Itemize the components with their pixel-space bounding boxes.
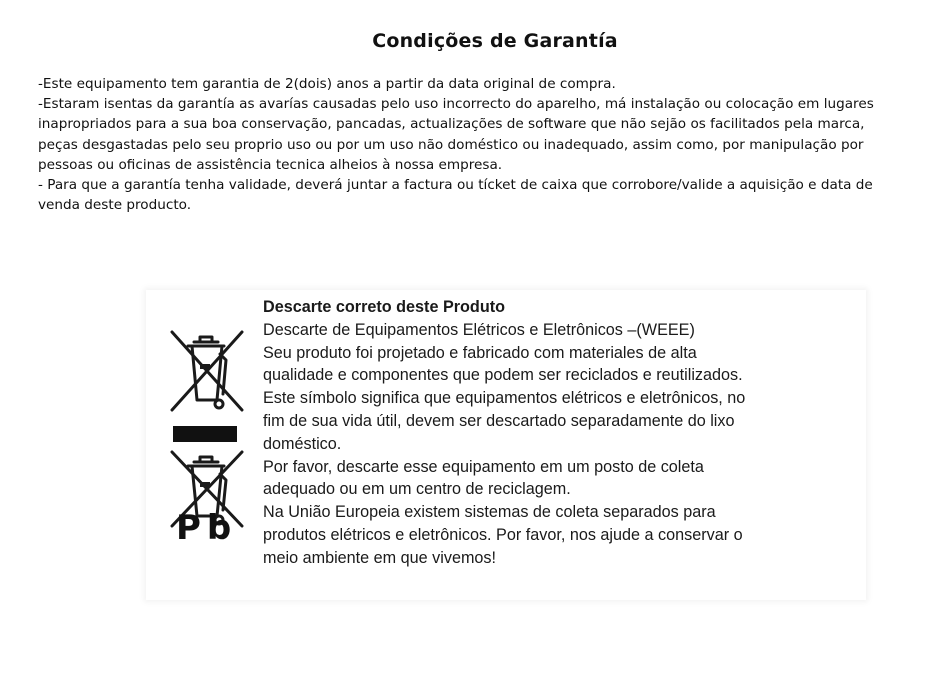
- disposal-line: fim de sua vida útil, devem ser descartado separadamente do lixo: [263, 411, 735, 430]
- warranty-line: -Este equipamento tem garantia de 2(dois) anos a partir da data original de compra.: [38, 76, 616, 92]
- lead-pb-label: Pb: [176, 508, 238, 548]
- warranty-line: inapropriados para a sua boa conservação, pancadas, actualizações de software que não sejão os facilitados pela marca,: [38, 116, 865, 133]
- disposal-line: qualidade e componentes que podem ser reciclados e reutilizados.: [263, 366, 743, 385]
- warranty-conditions: [38, 74, 923, 215]
- disposal-line: adequado ou em um centro de reciclagem.: [263, 480, 571, 499]
- disposal-line: Seu produto foi projetado e fabricado com materiales de alta: [263, 343, 697, 362]
- disposal-line: produtos elétricos e eletrônicos. Por favor, nos ajude a conservar o: [263, 525, 743, 544]
- warranty-line: pessoas ou oficinas de assistência tecnica alheios à nossa empresa.: [38, 156, 503, 173]
- disposal-notice: [146, 290, 866, 600]
- disposal-title: Descarte correto deste Produto: [263, 298, 505, 316]
- warranty-line: peças desgastadas pelo seu proprio uso ou por um uso não doméstico ou inadequado, assim como, por manipulação por: [38, 136, 864, 153]
- disposal-line: Este símbolo significa que equipamentos elétricos e eletrônicos, no: [263, 389, 746, 408]
- disposal-line: Na União Europeia existem sistemas de coleta separados para: [263, 503, 716, 522]
- weee-symbols: [166, 324, 246, 530]
- disposal-line: Por favor, descarte esse equipamento em um posto de coleta: [263, 457, 704, 476]
- disposal-text: [263, 296, 863, 570]
- disposal-line: Descarte de Equipamentos Elétricos e Eletrônicos –(WEEE): [263, 320, 695, 339]
- crossed-out-wheelie-bin-icon: [166, 324, 246, 416]
- disposal-line: meio ambiente em que vivemos!: [263, 548, 497, 567]
- warranty-line: -Estaram isentas da garantía as avarías causadas pelo uso incorrecto do aparelho, má instalação ou colocação em lugares: [38, 96, 874, 113]
- disposal-line: doméstico.: [263, 434, 342, 453]
- solid-bar-marker: [173, 426, 237, 442]
- warranty-line: - Para que a garantía tenha validade, deverá juntar a factura ou tícket de caixa que corrobore/valide a aquisição e data de: [38, 177, 873, 194]
- warranty-line: venda deste producto.: [38, 197, 192, 214]
- page-title: Condições de Garantía: [372, 30, 618, 52]
